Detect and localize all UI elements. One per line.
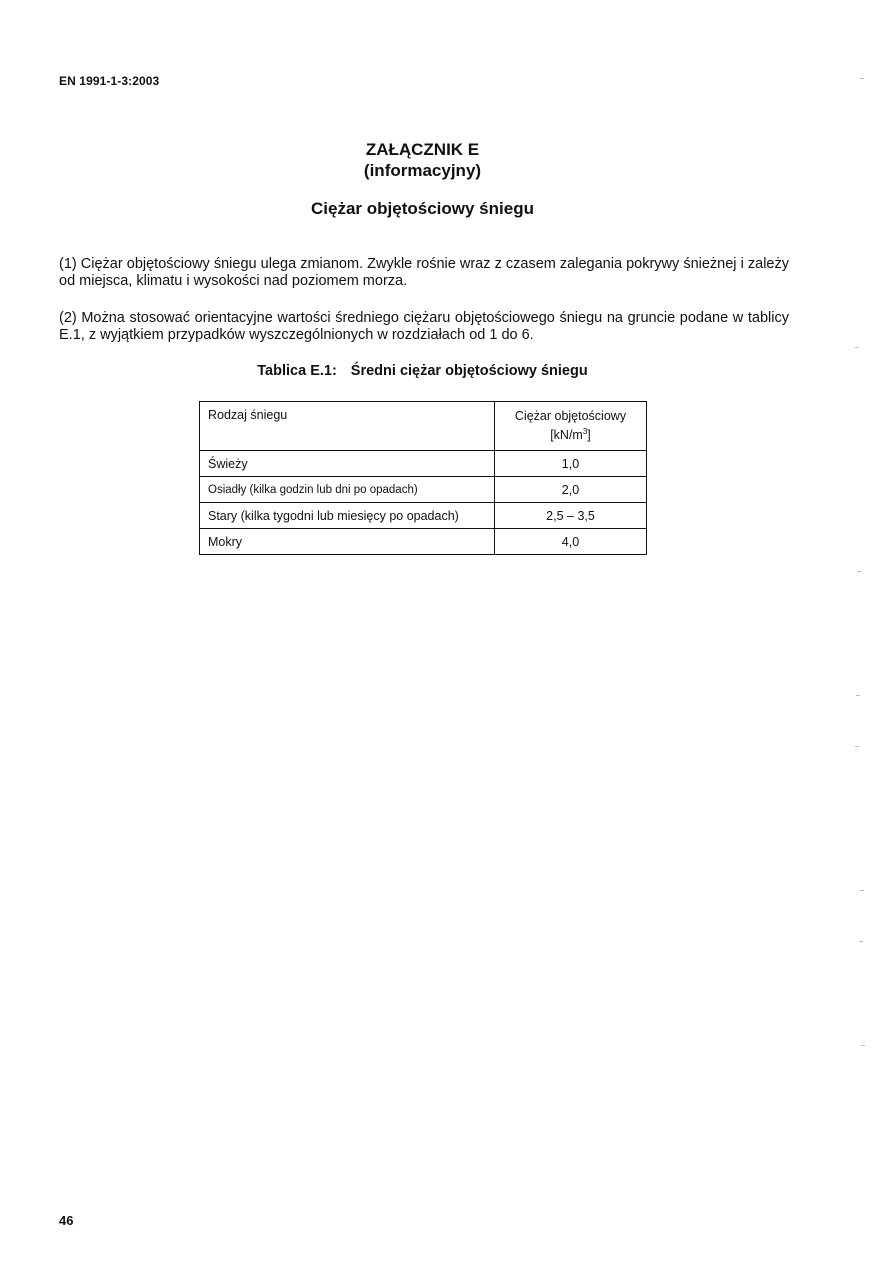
scan-mark <box>856 695 860 696</box>
scan-mark <box>855 347 859 348</box>
row-unit-weight: 1,0 <box>495 451 647 477</box>
row-snow-type: Stary (kilka tygodni lub miesięcy po opadach) <box>200 503 495 529</box>
row-unit-weight: 2,0 <box>495 477 647 503</box>
row-snow-type: Mokry <box>200 529 495 555</box>
section-title: Ciężar objętościowy śniegu <box>311 199 534 218</box>
header-unit-weight-unit <box>550 428 591 442</box>
annex-subtitle: (informacyjny) <box>363 161 482 180</box>
scan-mark <box>860 78 864 79</box>
annex-title: ZAŁĄCZNIK E <box>365 140 480 159</box>
standard-reference: EN 1991-1-3:2003 <box>59 74 160 88</box>
paragraph-2: (2) Można stosować orientacyjne wartości średniego ciężaru objętościowego śniegu na gruncie podane w tablicy E.1, z wyjątkiem przypadków wyszczególnionych w rozdziałach od 1 do 6. <box>59 310 789 343</box>
scan-mark <box>857 571 861 572</box>
paragraph-1: (1) Ciężar objętościowy śniegu ulega zmianom. Zwykle rośnie wraz z czasem zalegania pokrywy śnieżnej i zależy od miejsca, klimatu i wysokości nad poziomem morza. <box>59 256 789 289</box>
scan-mark <box>859 941 863 942</box>
header-unit-weight <box>495 402 647 451</box>
row-unit-weight: 4,0 <box>495 529 647 555</box>
row-snow-type: Osiadły (kilka godzin lub dni po opadach) <box>200 477 495 503</box>
table-row <box>200 451 647 477</box>
table-caption-number: Tablica E.1: <box>257 363 337 379</box>
row-snow-type: Świeży <box>200 451 495 477</box>
header-unit-weight-label: Ciężar objętościowy <box>514 409 627 423</box>
scan-mark <box>861 1045 865 1046</box>
table-row <box>200 529 647 555</box>
table-header-row <box>200 402 647 451</box>
scan-mark <box>860 890 864 891</box>
row-unit-weight: 2,5 – 3,5 <box>495 503 647 529</box>
table-row <box>200 477 647 503</box>
unit-prefix: [kN/m <box>550 428 583 443</box>
table-row <box>200 503 647 529</box>
scan-mark <box>855 746 859 747</box>
snow-density-table <box>199 401 647 555</box>
table-caption <box>0 363 845 379</box>
page-number: 46 <box>59 1213 74 1228</box>
header-snow-type: Rodzaj śniegu <box>200 402 495 451</box>
table-caption-text: Średni ciężar objętościowy śniegu <box>350 363 588 379</box>
unit-suffix: ] <box>587 428 591 443</box>
unit-exponent: 3 <box>582 427 588 436</box>
